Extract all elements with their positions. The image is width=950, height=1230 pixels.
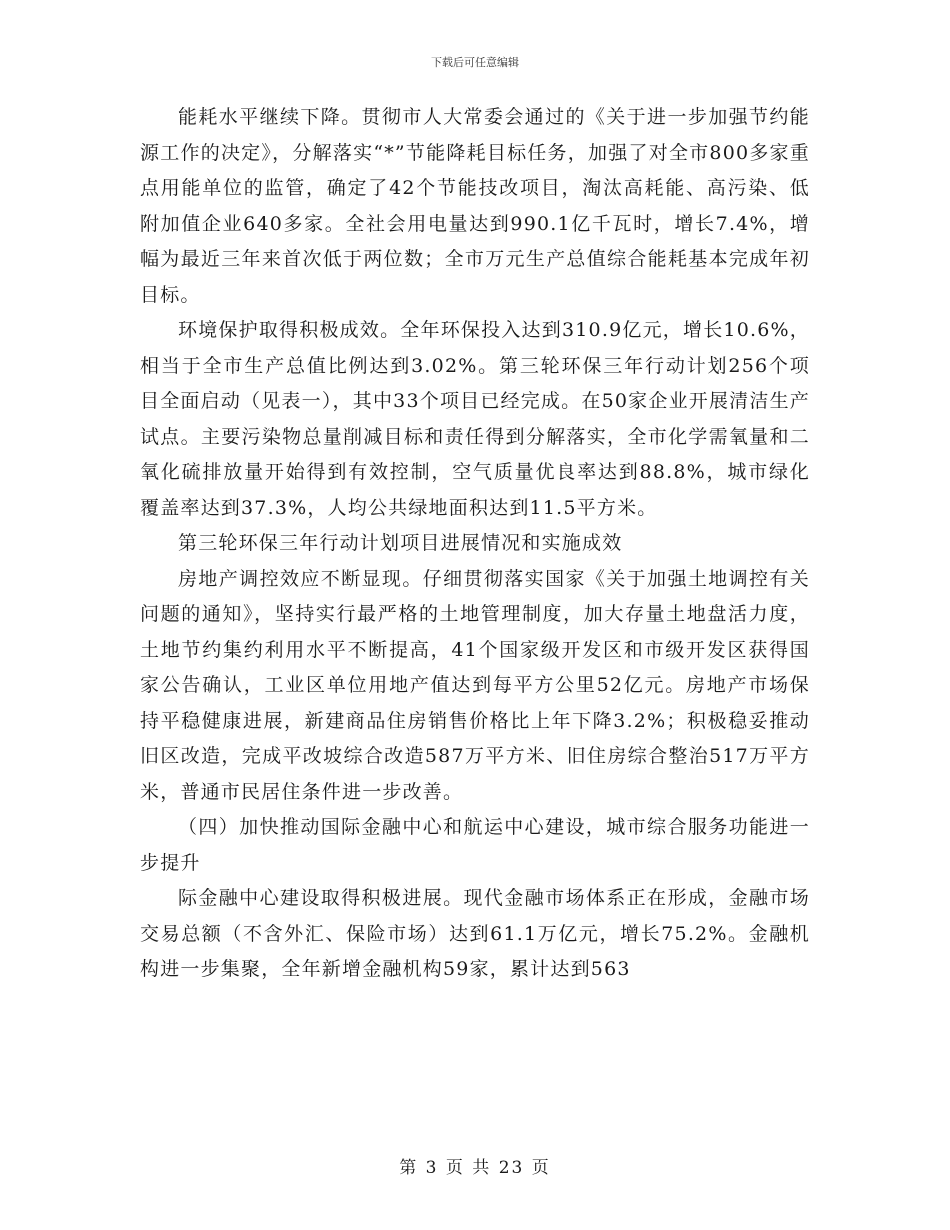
page-header: 下载后可任意编辑 [431, 56, 519, 69]
page-number: 第 3 页 共 23 页 [399, 1158, 551, 1178]
section-heading-four: （四）加快推动国际金融中心和航运中心建设，城市综合服务功能进一步提升 [140, 816, 810, 874]
paragraph-finance: 际金融中心建设取得积极进展。现代金融市场体系正在形成，金融市场交易总额（不含外汇、保险市场）达到61.1万亿元，增长75.2%。金融机构进一步集聚，全年新增金融机构59家，累计达到563 [140, 887, 810, 980]
paragraph-real-estate: 房地产调控效应不断显现。仔细贯彻落实国家《关于加强土地调控有关问题的通知》，坚持实行最严格的土地管理制度，加大存量土地盘活力度，土地节约集约利用水平不断提高，41个国家级开发区和市级开发区获得国家公告确认，工业区单位用地产值达到每平方公里52亿元。房地产市场保持平稳健康进展，新建商品住房销售价格比上年下降3.2%；积极稳妥推动旧区改造，完成平改坡综合改造587万平方米、旧住房综合整治517万平方米，普通市民居住条件进一步改善。 [140, 567, 810, 803]
paragraph-environment: 环境保护取得积极成效。全年环保投入达到310.9亿元，增长10.6%，相当于全市生产总值比例达到3.02%。第三轮环保三年行动计划256个项目全面启动（见表一），其中33个项目已经完成。在50家企业开展清洁生产试点。主要污染物总量削减目标和责任得到分解落实，全市化学需氧量和二氧化硫排放量开始得到有效控制，空气质量优良率达到88.8%，城市绿化覆盖率达到37.3%，人均公共绿地面积达到11.5平方米。 [140, 319, 810, 519]
table-caption: 第三轮环保三年行动计划项目进展情况和实施成效 [178, 532, 623, 554]
paragraph-energy: 能耗水平继续下降。贯彻市人大常委会通过的《关于进一步加强节约能源工作的决定》，分解落实“*”节能降耗目标任务，加强了对全市800多家重点用能单位的监管，确定了42个节能技改项目，淘汰高耗能、高污染、低附加值企业640多家。全社会用电量达到990.1亿千瓦时，增长7.4%，增幅为最近三年来首次低于两位数；全市万元生产总值综合能耗基本完成年初目标。 [140, 106, 810, 306]
document-body [140, 100, 810, 988]
